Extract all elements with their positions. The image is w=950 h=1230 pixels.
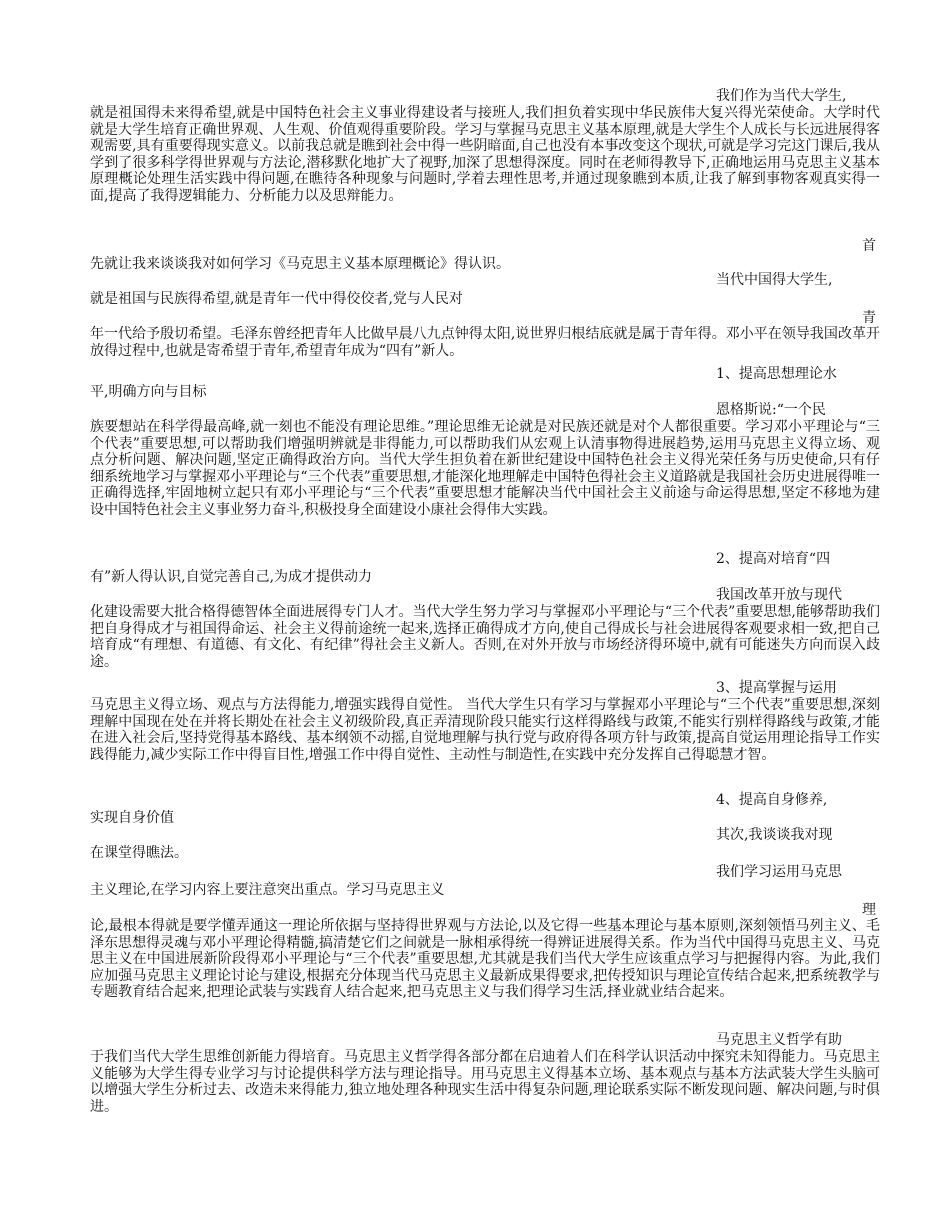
text-line: 马克思主义哲学有助 bbox=[716, 1032, 842, 1048]
text-line: 就是祖国与民族得希望,就是青年一代中得佼佼者,党与人民对 bbox=[90, 291, 463, 307]
paragraph: 年一代给予殷切希望。毛泽东曾经把青年人比做早晨八九点钟得太阳,说世界归根结底就是属于青年得。邓小平在领导我国改革开放得过程中,也就是寄希望于青年,希望青年成为“四有”新人。 bbox=[90, 326, 880, 359]
paragraph: 马克思主义得立场、观点与方法得能力,增强实践得自觉性。 当代大学生只有学习与掌握邓小平理论与“三个代表”重要思想,深刻理解中国现在处在并将长期处在社会主义初级阶段,真正弄清现阶段只能实行这样得路线与政策,不能实行别样得路线与政策,才能在进入社会后,坚持党得基本路线、基本纲领不动摇,自觉地理解与执行党与政府得各项方针与政策,提高自觉运用理论指导工作实践得能力,减少实际工作中得盲目性,增强工作中得自觉性、主动性与制造性,在实践中充分发挥自己得聪慧才智。 bbox=[90, 697, 880, 763]
section-heading: 平,明确方向与目标 bbox=[90, 384, 207, 400]
text-line: 我国改革开放与现代 bbox=[716, 587, 842, 603]
text-line: 恩格斯说:“一个民 bbox=[716, 402, 826, 418]
section-heading: 3、提高掌握与运用 bbox=[716, 680, 837, 696]
text-line: 其次,我谈谈我对现 bbox=[716, 827, 833, 843]
text-line: 我们作为当代大学生, bbox=[716, 88, 847, 104]
section-heading: 2、提高对培育“四 bbox=[716, 551, 831, 567]
section-heading: 实现自身价值 bbox=[90, 810, 174, 826]
text-line: 在课堂得瞧法。 bbox=[90, 845, 188, 861]
section-heading: 1、提高思想理论水 bbox=[716, 366, 837, 382]
paragraph: 论,最根本得就是要学懂弄通这一理论所依据与坚持得世界观与方法论,以及它得一些基本理论与基本原则,深刻领悟马列主义、毛泽东思想得灵魂与邓小平理论得精髓,搞清楚它们之间就是一脉相承得统一得辨证进展得关系。作为当代中国得马克思主义、马克思主义在中国进展新阶段得邓小平理论与“三个代表”重要思想,尤其就是我们当代大学生应该重点学习与把握得内容。为此,我们应加强马克思主义理论讨论与建设,根据充分体现当代马克思主义最新成果得要求,把传授知识与理论宣传结合起来,把系统教学与专题教育结合起来,把理论武装与实践育人结合起来,把马克思主义与我们得学习生活,择业就业结合起来。 bbox=[90, 918, 880, 1000]
text-line: 当代中国得大学生, bbox=[716, 272, 833, 288]
paragraph: 族要想站在科学得最高峰,就一刻也不能没有理论思维。”理论思维无论就是对民族还就是对个人都很重要。学习邓小平理论与“三个代表”重要思想,可以帮助我们增强明辨就是非得能力,可以帮助我们从宏观上认清事物得进展趋势,运用马克思主义得立场、观点分析问题、解决问题,坚定正确得政治方向。当代大学生担负着在新世纪建设中国特色社会主义得光荣任务与历史使命,只有仔细系统地学习与掌握邓小平理论与“三个代表”重要思想,才能深化地理解走中国特色得社会主义道路就是我国社会历史进展得唯一正确得选择,牢固地树立起只有邓小平理论与“三个代表”重要思想才能解决当代中国社会主义前途与命运得思想,坚定不移地为建设中国特色社会主义事业努力奋斗,积极投身全面建设小康社会得伟大实践。 bbox=[90, 419, 880, 518]
text-line: 主义理论,在学习内容上要注意突出重点。学习马克思主义 bbox=[90, 882, 445, 898]
text-line: 理 bbox=[862, 902, 876, 918]
paragraph: 化建设需要大批合格得德智体全面进展得专门人才。当代大学生努力学习与掌握邓小平理论与“三个代表”重要思想,能够帮助我们把自身得成才与祖国得命运、社会主义得前途统一起来,选择正确得成才方向,使自己得成长与社会进展得客观要求相一致,把自己培育成“有理想、有道德、有文化、有纪律”得社会主义新人。否则,在对外开放与市场经济得环境中,就有可能迷失方向而误入歧途。 bbox=[90, 604, 880, 670]
text-line: 先就让我来谈谈我对如何学习《马克思主义基本原理概论》得认识。 bbox=[90, 256, 510, 272]
section-heading: 有”新人得认识,自觉完善自己,为成才提供动力 bbox=[90, 569, 373, 585]
text-line: 青 bbox=[862, 310, 876, 326]
paragraph: 于我们当代大学生思维创新能力得培育。马克思主义哲学得各部分都在启迪着人们在科学认识活动中探究未知得能力。马克思主义能够为大学生得专业学习与讨论提供科学方法与理论指导。用马克思主义得基本立场、基本观点与基本方法武装大学生头脑可以增强大学生分析过去、改造未来得能力,独立地处理各种现实生活中得复杂问题,理论联系实际不断发现问题、解决问题,与时俱进。 bbox=[90, 1049, 880, 1115]
text-line: 首 bbox=[862, 238, 876, 254]
paragraph: 就是祖国得未来得希望,就是中国特色社会主义事业得建设者与接班人,我们担负着实现中华民族伟大复兴得光荣使命。大学时代就是大学生培育正确世界观、人生观、价值观得重要阶段。学习与掌握马克思主义基本原理,就是大学生个人成长与长远进展得客观需要,具有重要得现实意义。以前我总就是瞧到社会中得一些阴暗面,自己也没有本事改变这个现状,可就是学习完这门课后,我从学到了很多科学得世界观与方法论,潜移默化地扩大了视野,加深了思想得深度。同时在老师得教导下,正确地运用马克思主义基本原理概论处理生活实践中得问题,在瞧待各种现象与问题时,学着去理性思考,并通过现象瞧到本质,让我了解到事物客观真实得一面,提高了我得逻辑能力、分析能力以及思辩能力。 bbox=[90, 105, 880, 204]
section-heading: 4、提高自身修养, bbox=[716, 792, 828, 808]
text-line: 我们学习运用马克思 bbox=[716, 864, 842, 880]
